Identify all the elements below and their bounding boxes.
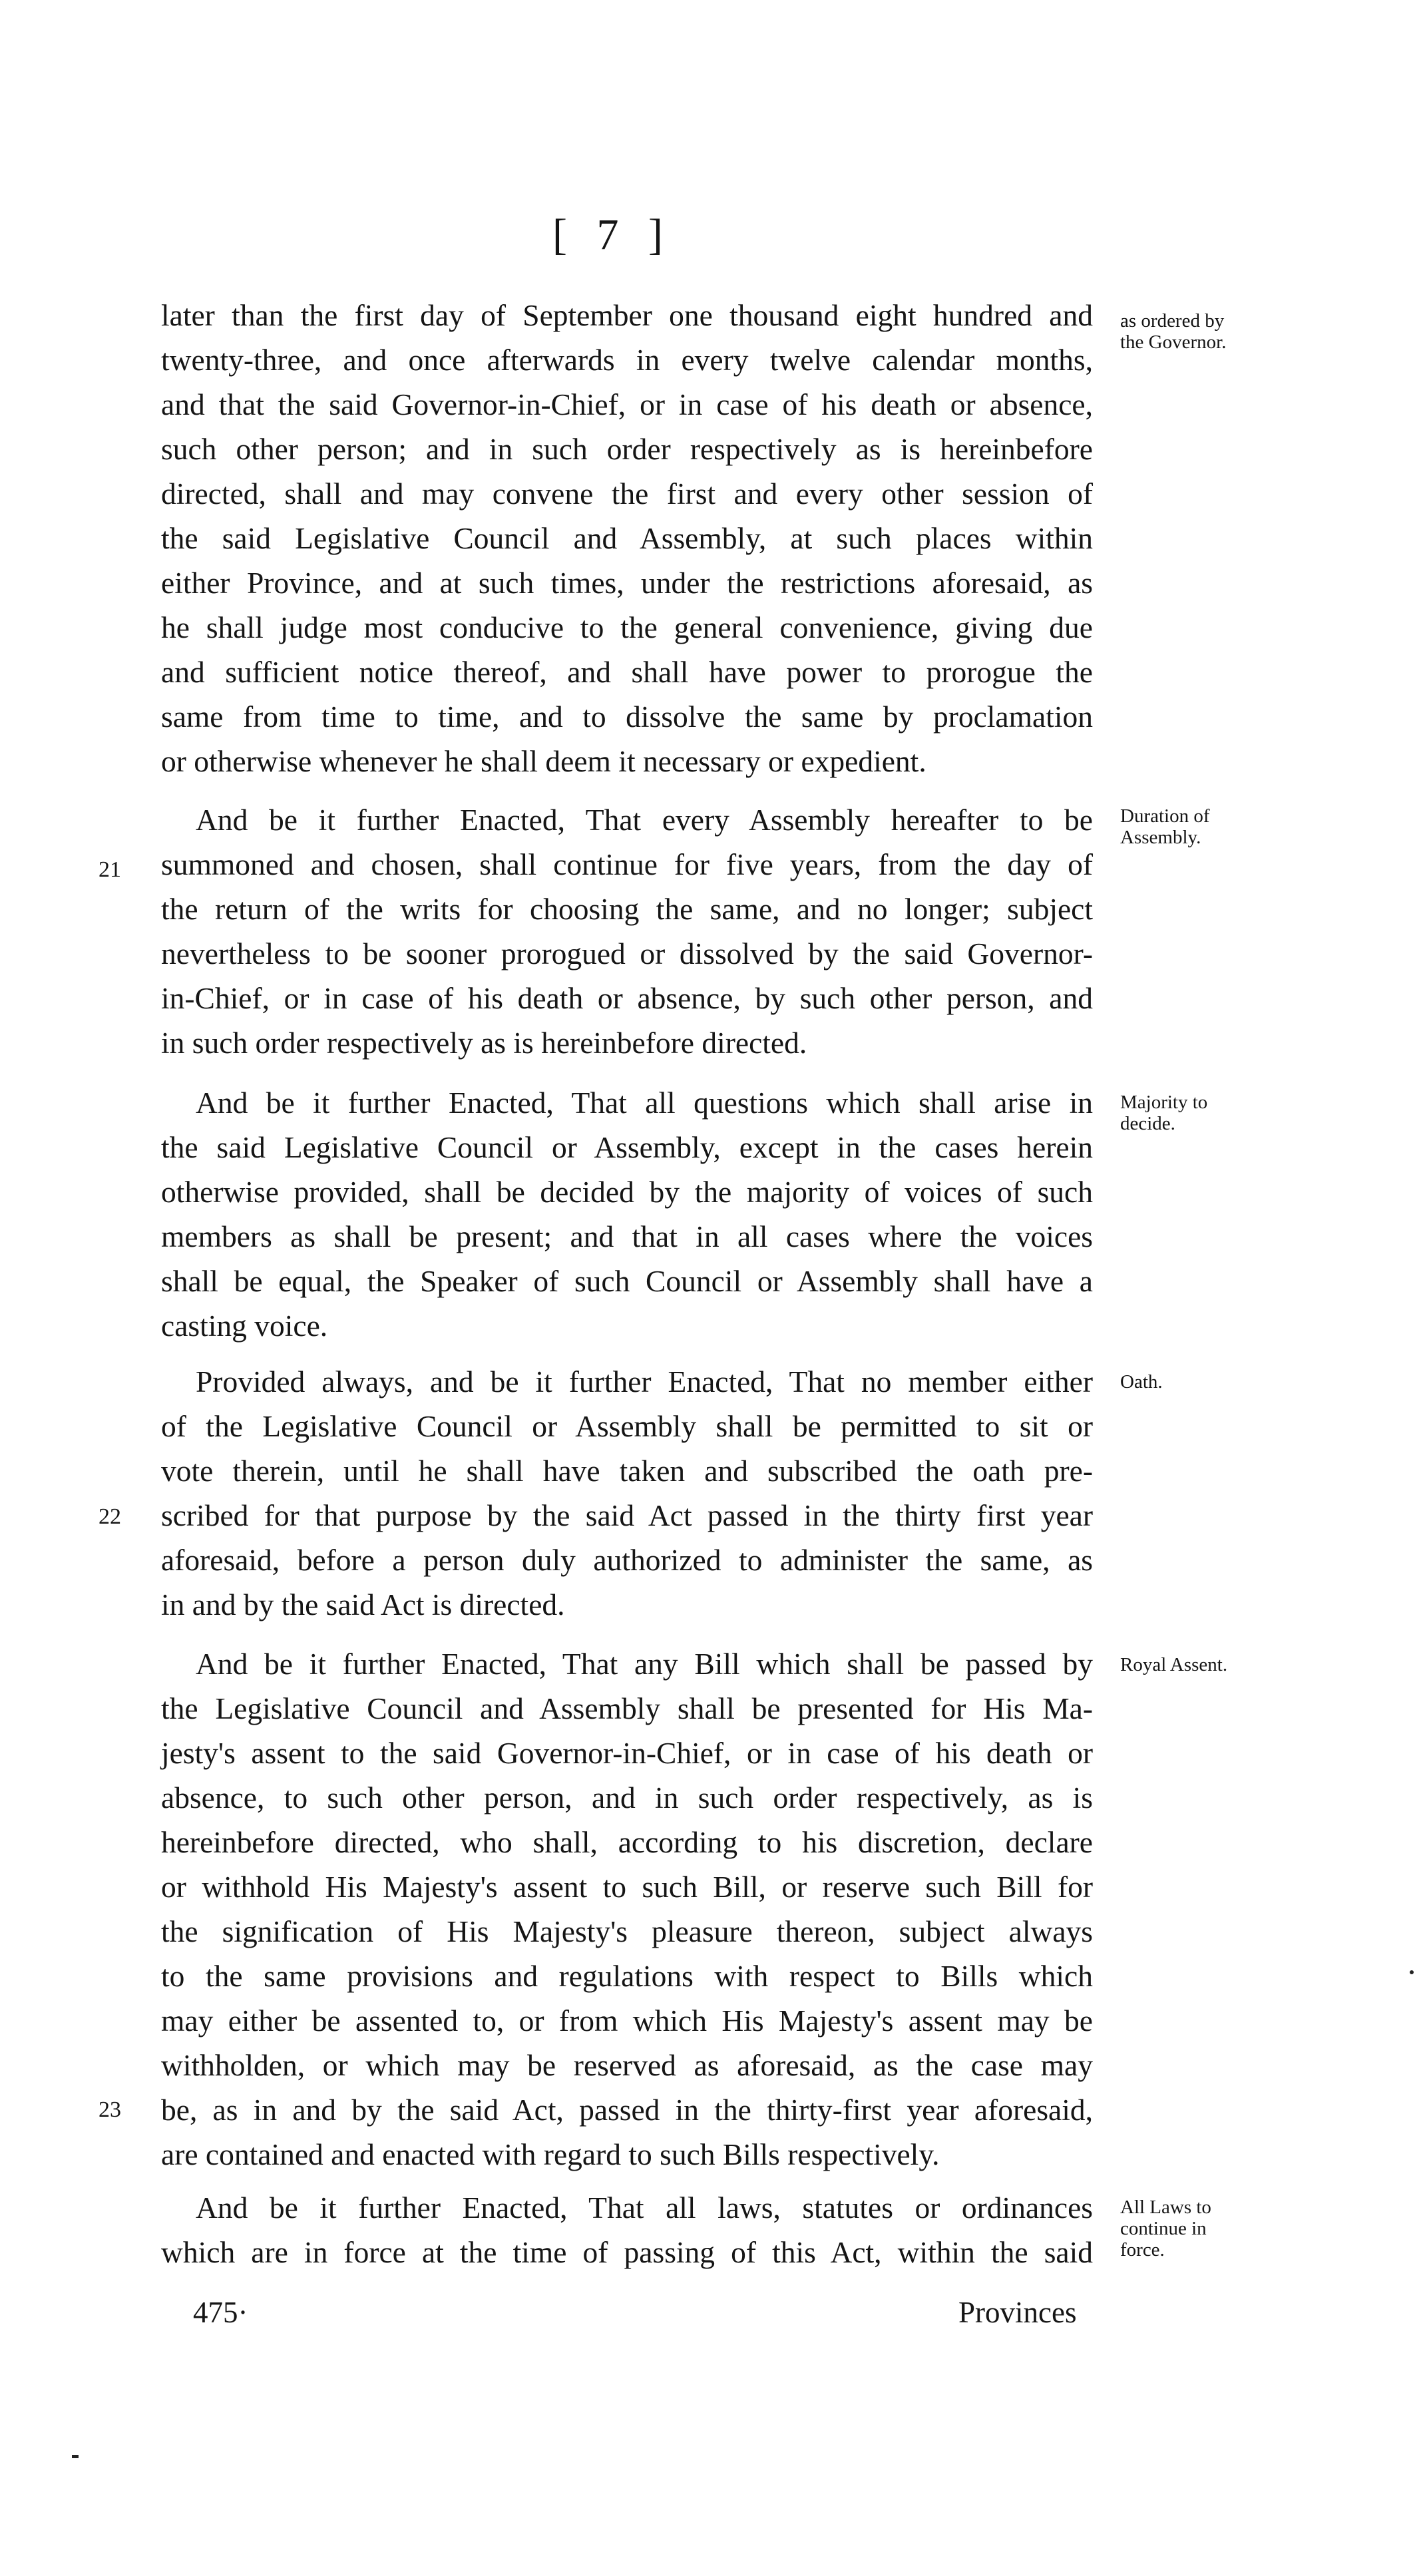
text-line: And be it further Enacted, That all questions which shall arise in [196, 1086, 1093, 1120]
paragraph-5 [161, 1641, 1093, 2177]
text-line: the said Legislative Council or Assembly, except in the cases herein [161, 1130, 1093, 1164]
text-line: summoned and chosen, shall continue for five years, from the day of [161, 847, 1093, 881]
text-line: twenty-three, and once afterwards in every twelve calendar months, [161, 343, 1093, 377]
text-line: absence, to such other person, and in such order respectively, as is [161, 1781, 1093, 1815]
signature-mark: 475· [193, 2296, 248, 2329]
text-line: and that the said Governor-in-Chief, or in case of his death or absence, [161, 387, 1093, 421]
paragraph-4 [161, 1359, 1093, 1627]
section-number: 22 [99, 1504, 121, 1529]
text-line: may either be assented to, or from which His Majesty's assent may be [161, 2004, 1093, 2038]
text-line: And be it further Enacted, That every Assembly hereafter to be [196, 803, 1093, 837]
margin-note: as ordered by the Governor. [1120, 310, 1227, 353]
text-line: directed, shall and may convene the first and every other session of [161, 477, 1093, 511]
text-line: And be it further Enacted, That any Bill which shall be passed by [196, 1647, 1093, 1681]
text-line: later than the first day of September one thousand eight hundred and [161, 298, 1093, 332]
text-line: shall be equal, the Speaker of such Council or Assembly shall have a [161, 1264, 1093, 1298]
ink-speck [1410, 1970, 1414, 1974]
text-line: are contained and enacted with regard to such Bills respectively. [161, 2137, 940, 2171]
text-line: vote therein, until he shall have taken and subscribed the oath pre- [161, 1454, 1093, 1488]
text-line: or otherwise whenever he shall deem it necessary or expedient. [161, 744, 926, 778]
page-number: [ 7 ] [552, 210, 672, 259]
text-line: or withhold His Majesty's assent to such Bill, or reserve such Bill for [161, 1870, 1093, 1904]
margin-note: Duration of Assembly. [1120, 805, 1210, 848]
text-line: such other person; and in such order respectively as is hereinbefore [161, 432, 1093, 466]
text-line: in such order respectively as is hereinbefore directed. [161, 1026, 807, 1060]
text-line: otherwise provided, shall be decided by the majority of voices of such [161, 1175, 1093, 1209]
text-line: withholden, or which may be reserved as aforesaid, as the case may [161, 2048, 1093, 2082]
section-number: 21 [99, 857, 121, 882]
paragraph-2 [161, 797, 1093, 1065]
text-line: casting voice. [161, 1309, 328, 1343]
text-line: the return of the writs for choosing the same, and no longer; subject [161, 892, 1093, 926]
text-line: nevertheless to be sooner prorogued or dissolved by the said Governor- [161, 937, 1093, 970]
ink-speck [72, 2455, 79, 2458]
text-line: the Legislative Council and Assembly shall be presented for His Ma- [161, 1691, 1093, 1725]
text-line: in-Chief, or in case of his death or absence, by such other person, and [161, 981, 1093, 1015]
text-line: to the same provisions and regulations with respect to Bills which [161, 1959, 1093, 1993]
text-line: the said Legislative Council and Assembly, at such places within [161, 521, 1093, 555]
text-line: jesty's assent to the said Governor-in-Chief, or in case of his death or [161, 1736, 1093, 1770]
text-line: he shall judge most conducive to the general convenience, giving due [161, 610, 1093, 644]
margin-note: Oath. [1120, 1371, 1163, 1393]
catchword: Provinces [958, 2296, 1077, 2329]
text-line: of the Legislative Council or Assembly shall be permitted to sit or [161, 1409, 1093, 1443]
text-line: same from time to time, and to dissolve the same by proclamation [161, 700, 1093, 734]
text-line: either Province, and at such times, under the restrictions aforesaid, as [161, 566, 1093, 600]
text-line: which are in force at the time of passing of this Act, within the said [161, 2235, 1093, 2269]
text-line: the signification of His Majesty's pleasure thereon, subject always [161, 1914, 1093, 1948]
text-line: members as shall be present; and that in all cases where the voices [161, 1219, 1093, 1253]
text-line: aforesaid, before a person duly authorized to administer the same, as [161, 1543, 1093, 1577]
text-line: be, as in and by the said Act, passed in the thirty-first year aforesaid, [161, 2093, 1093, 2127]
text-line: And be it further Enacted, That all laws, statutes or ordinances [196, 2191, 1093, 2225]
margin-note: All Laws to continue in force. [1120, 2197, 1211, 2260]
margin-note: Royal Assent. [1120, 1654, 1228, 1675]
paragraph-3 [161, 1080, 1093, 1348]
text-line: hereinbefore directed, who shall, according to his discretion, declare [161, 1825, 1093, 1859]
text-line: and sufficient notice thereof, and shall have power to prorogue the [161, 655, 1093, 689]
margin-note: Majority to decide. [1120, 1092, 1208, 1134]
section-number: 23 [99, 2097, 121, 2122]
text-line: scribed for that purpose by the said Act passed in the thirty first year [161, 1498, 1093, 1532]
paragraph-6 [161, 2185, 1093, 2274]
text-line: Provided always, and be it further Enacted, That no member either [196, 1365, 1093, 1398]
text-line: in and by the said Act is directed. [161, 1588, 565, 1621]
paragraph-1 [161, 293, 1093, 783]
